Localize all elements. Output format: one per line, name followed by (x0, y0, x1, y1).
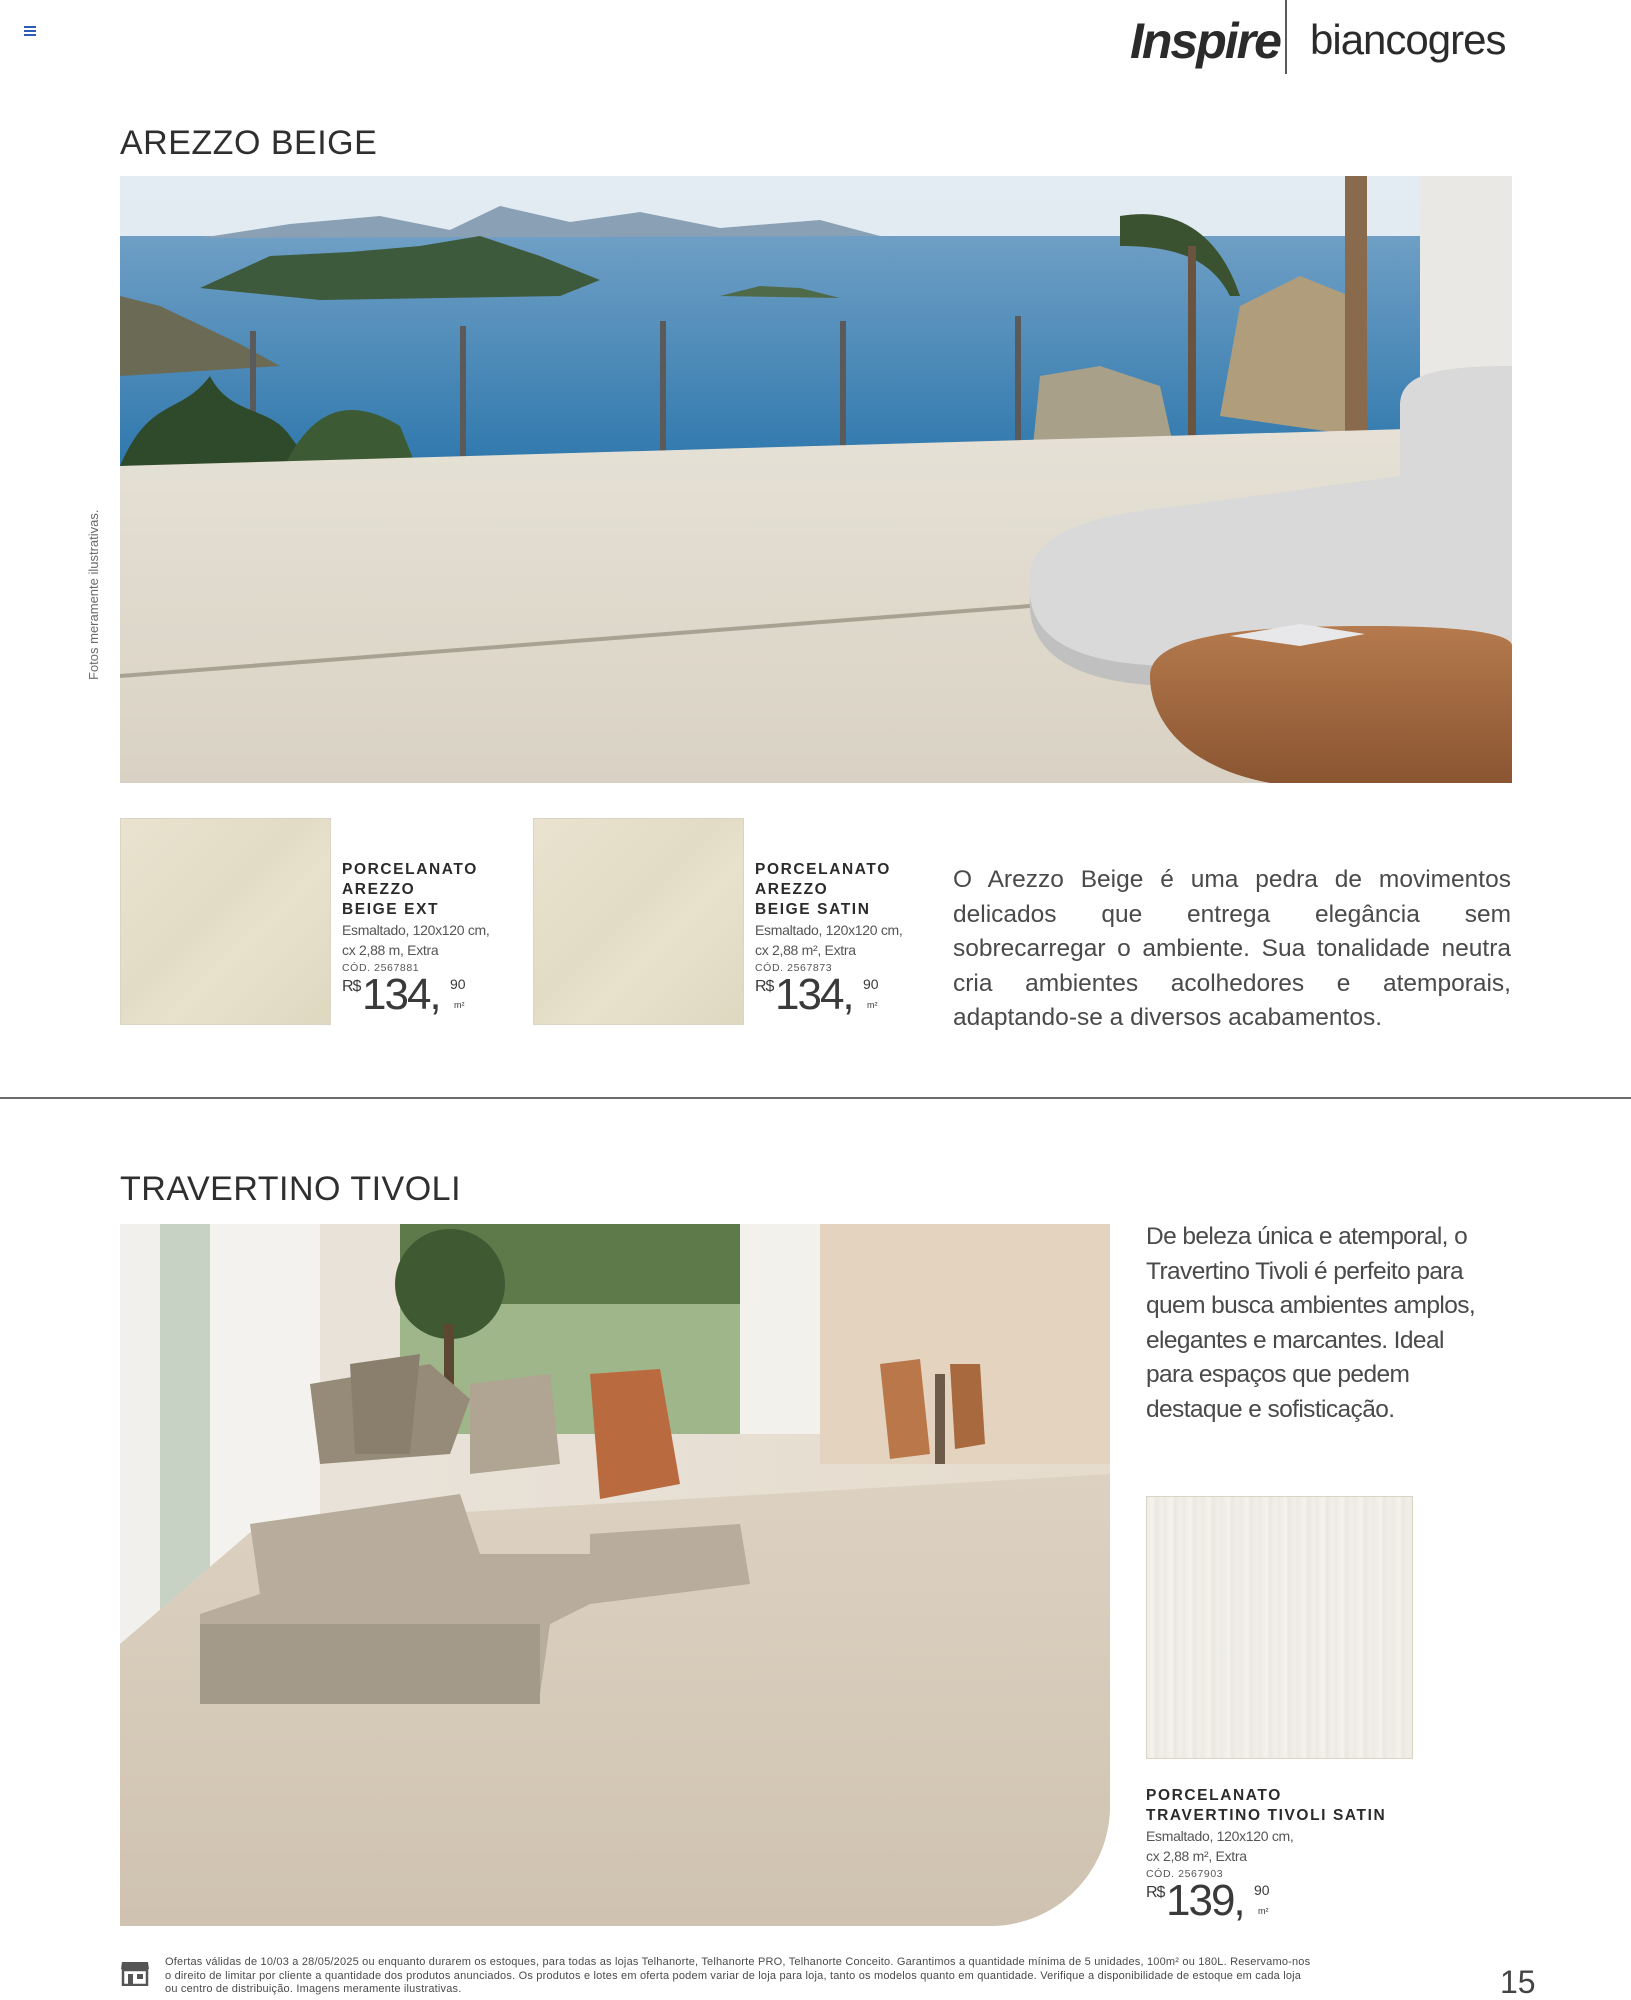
price-unit: m² (867, 1000, 878, 1010)
hero-image-travertino (120, 1224, 1110, 1926)
product-name: PORCELANATO (342, 861, 478, 878)
product-spec: cx 2,88 m², Extra (755, 942, 856, 958)
product-price (1146, 1876, 1446, 1930)
store-icon (120, 1960, 150, 1986)
product-info-arezzo-ext (342, 860, 532, 1024)
brand-inspire-logo: Inspire (1130, 13, 1280, 69)
footer-disclaimer: Ofertas válidas de 10/03 a 28/05/2025 ou enquanto durarem os estoques, para todas as lojas Telhanorte, Telhanorte PRO, Telhanorte Conceito. Garantimos a quantidade mínima de 5 unidades, 100m² ou 180L. Reservamo-nos o direito de limitar por cliente a quantidade dos produtos anunciados. Os produtos e lotes em oferta podem variar de loja para loja, tanto os modelos quanto em quantidade. Verifique a disponibilidade de estoque em cada loja ou centro de distribuição. Imagens meramente ilustrativas. (165, 1956, 1311, 1995)
product-spec: Esmaltado, 120x120 cm, (342, 922, 490, 938)
product-spec: cx 2,88 m², Extra (1146, 1848, 1247, 1864)
product-spec: cx 2,88 m, Extra (342, 942, 439, 958)
section-title-travertino: TRAVERTINO TIVOLI (120, 1170, 462, 1208)
hamburger-icon[interactable] (24, 26, 36, 35)
section-title-arezzo: AREZZO BEIGE (120, 124, 378, 162)
price-integer: 139, (1166, 1876, 1244, 1925)
product-name: BEIGE EXT (342, 901, 440, 918)
description-arezzo: O Arezzo Beige é uma pedra de movimentos delicados que entrega elegância sem sobrecarregar o ambiente. Sua tonalidade neutra cria ambientes acolhedores e atemporais, adaptando-se a diversos acabamentos. (953, 866, 1511, 1031)
product-name: BEIGE SATIN (755, 901, 871, 918)
product-name: TRAVERTINO TIVOLI SATIN (1146, 1807, 1387, 1824)
product-price (342, 970, 532, 1024)
hero-image-arezzo (120, 176, 1512, 783)
price-integer: 134, (362, 970, 440, 1019)
price-unit: m² (1258, 1906, 1269, 1916)
description-travertino: De beleza única e atemporal, o Travertino Tivoli é perfeito para quem busca ambientes amplos, elegantes e marcantes. Ideal para espaços que pedem destaque e sofisticação. (1146, 1223, 1476, 1423)
product-info-arezzo-satin (755, 860, 945, 1024)
section-separator (0, 1097, 1631, 1099)
product-name: AREZZO (342, 881, 416, 898)
product-tile-swatch (1146, 1496, 1413, 1759)
product-code: CÓD. 2567873 (755, 962, 833, 974)
brand-divider (1285, 0, 1287, 74)
price-integer: 134, (775, 970, 853, 1019)
product-price (755, 970, 945, 1024)
product-info-travertino (1146, 1786, 1446, 1930)
price-decimal: 90 (450, 976, 466, 992)
product-tile-swatch (120, 818, 331, 1025)
price-decimal: 90 (1254, 1882, 1270, 1898)
price-currency: R$ (755, 978, 774, 995)
product-tile-swatch (533, 818, 744, 1025)
product-spec: Esmaltado, 120x120 cm, (755, 922, 903, 938)
page-number: 15 (1500, 1964, 1536, 2000)
product-spec: Esmaltado, 120x120 cm, (1146, 1828, 1294, 1844)
price-unit: m² (454, 1000, 465, 1010)
price-decimal: 90 (863, 976, 879, 992)
product-code: CÓD. 2567903 (1146, 1868, 1224, 1880)
side-note: Fotos meramente ilustrativas. (86, 509, 101, 680)
product-name: PORCELANATO (1146, 1787, 1282, 1804)
product-name: PORCELANATO (755, 861, 891, 878)
product-name: AREZZO (755, 881, 829, 898)
price-currency: R$ (342, 978, 361, 995)
brand-biancogres-logo: biancogres (1310, 16, 1506, 63)
product-code: CÓD. 2567881 (342, 962, 420, 974)
price-currency: R$ (1146, 1884, 1165, 1901)
